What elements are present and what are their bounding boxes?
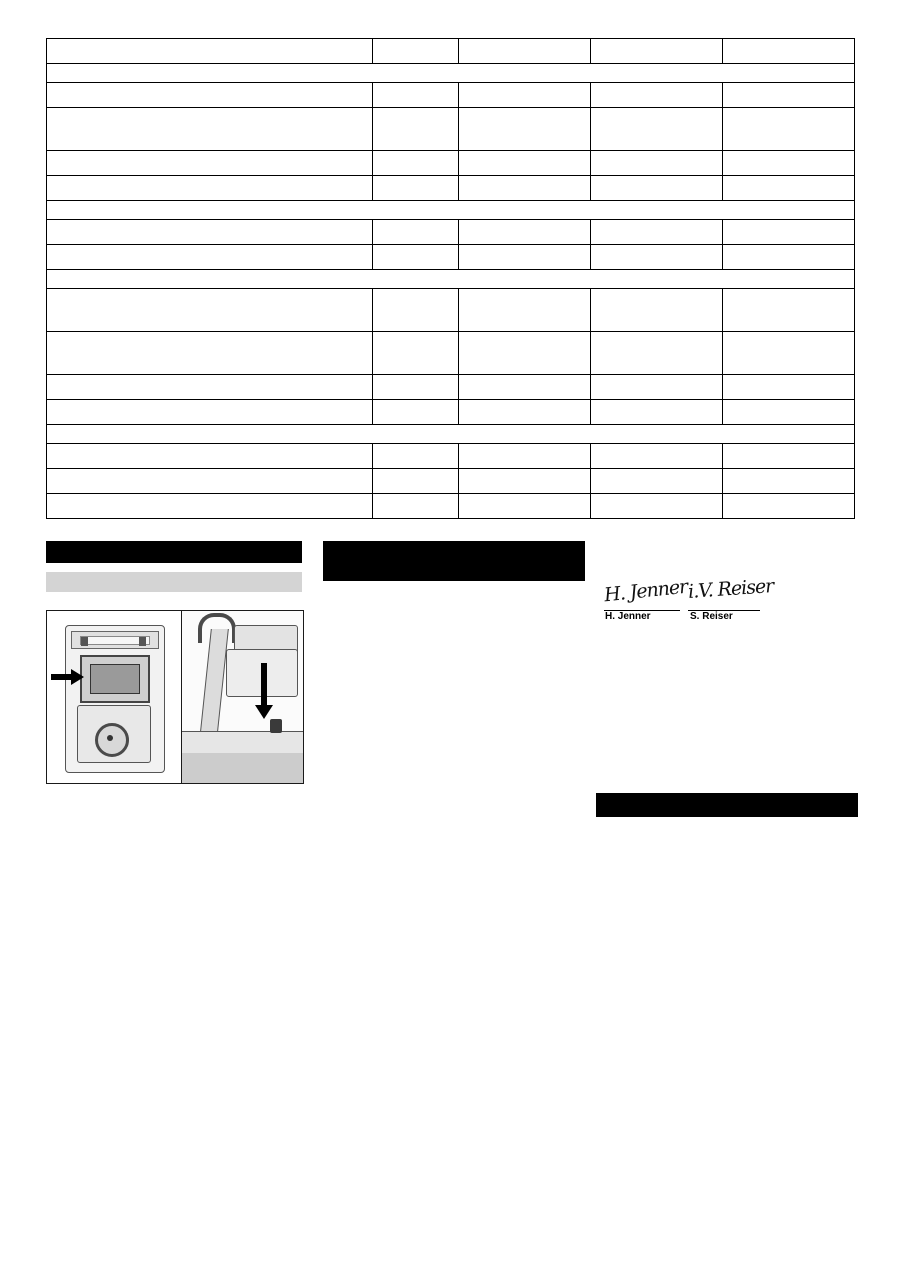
machine-control-panel bbox=[80, 655, 150, 703]
cell-unit bbox=[373, 444, 459, 469]
table-row bbox=[47, 289, 855, 332]
cell-value-1 bbox=[459, 176, 591, 201]
table-row bbox=[47, 469, 855, 494]
table-row bbox=[47, 108, 855, 151]
cell-value-2 bbox=[591, 375, 723, 400]
cell-value-3 bbox=[723, 151, 855, 176]
machine-clip-right bbox=[139, 637, 146, 646]
cell-value-1 bbox=[459, 444, 591, 469]
cell-value-1 bbox=[459, 332, 591, 375]
cell-name bbox=[47, 289, 373, 332]
table-row bbox=[47, 375, 855, 400]
cell-unit bbox=[373, 494, 459, 519]
cell-value-3 bbox=[723, 375, 855, 400]
cell-value-2 bbox=[591, 469, 723, 494]
specifications-table-body bbox=[47, 39, 855, 519]
cell-value-3 bbox=[723, 494, 855, 519]
cell-name bbox=[47, 108, 373, 151]
cell-unit bbox=[373, 108, 459, 151]
cell-value-2 bbox=[591, 39, 723, 64]
table-row bbox=[47, 83, 855, 108]
cell-value-3 bbox=[723, 176, 855, 201]
cell-unit bbox=[373, 39, 459, 64]
cell-value-1 bbox=[459, 108, 591, 151]
cell-section-title bbox=[47, 64, 855, 83]
cell-value-1 bbox=[459, 289, 591, 332]
left-subsection-heading-bar bbox=[46, 572, 302, 592]
machine-control-panel-display bbox=[90, 664, 140, 694]
cell-unit bbox=[373, 151, 459, 176]
cell-value-3 bbox=[723, 245, 855, 270]
signature-name-1: H. Jenner bbox=[605, 611, 651, 622]
table-row bbox=[47, 332, 855, 375]
table-row bbox=[47, 151, 855, 176]
left-section-heading-bar bbox=[46, 541, 302, 563]
cell-value-2 bbox=[591, 400, 723, 425]
cell-value-1 bbox=[459, 494, 591, 519]
cell-name bbox=[47, 494, 373, 519]
table-section-row bbox=[47, 64, 855, 83]
signature-mark-1: H. Jenner bbox=[603, 575, 689, 607]
cell-value-1 bbox=[459, 245, 591, 270]
machine-top-view bbox=[47, 611, 181, 783]
table-row bbox=[47, 220, 855, 245]
cell-value-1 bbox=[459, 151, 591, 176]
suction-hose bbox=[198, 613, 236, 643]
cell-unit bbox=[373, 289, 459, 332]
cell-value-3 bbox=[723, 220, 855, 245]
cell-unit bbox=[373, 245, 459, 270]
cell-section-title bbox=[47, 425, 855, 444]
cell-value-2 bbox=[591, 176, 723, 201]
table-row bbox=[47, 494, 855, 519]
table-section-row bbox=[47, 201, 855, 220]
cell-name bbox=[47, 176, 373, 201]
cell-unit bbox=[373, 375, 459, 400]
cell-name bbox=[47, 220, 373, 245]
cell-name bbox=[47, 332, 373, 375]
cell-value-1 bbox=[459, 469, 591, 494]
illustration-figure bbox=[46, 610, 304, 784]
machine-base-lower bbox=[182, 753, 304, 783]
cell-value-2 bbox=[591, 220, 723, 245]
signature-name-2: S. Reiser bbox=[690, 611, 733, 622]
cell-value-2 bbox=[591, 83, 723, 108]
cell-value-2 bbox=[591, 332, 723, 375]
release-lever bbox=[270, 719, 282, 733]
signature-mark-2: i.V. Reiser bbox=[687, 575, 774, 603]
seat-lever-view bbox=[181, 611, 304, 783]
machine-wheel bbox=[95, 723, 129, 757]
cell-name bbox=[47, 444, 373, 469]
cell-value-1 bbox=[459, 400, 591, 425]
cell-value-3 bbox=[723, 444, 855, 469]
cell-name bbox=[47, 151, 373, 176]
cell-value-2 bbox=[591, 151, 723, 176]
table-row bbox=[47, 400, 855, 425]
cell-unit bbox=[373, 469, 459, 494]
cell-value-3 bbox=[723, 108, 855, 151]
cell-value-1 bbox=[459, 83, 591, 108]
cell-name bbox=[47, 83, 373, 108]
cell-value-3 bbox=[723, 400, 855, 425]
cell-value-2 bbox=[591, 108, 723, 151]
machine-clip-left bbox=[81, 637, 88, 646]
cell-name bbox=[47, 39, 373, 64]
cell-value-1 bbox=[459, 375, 591, 400]
table-section-row bbox=[47, 270, 855, 289]
cell-name bbox=[47, 469, 373, 494]
middle-section-heading-bar bbox=[323, 541, 585, 581]
table-section-row bbox=[47, 425, 855, 444]
cell-unit bbox=[373, 176, 459, 201]
table-row bbox=[47, 39, 855, 64]
cell-unit bbox=[373, 83, 459, 108]
cell-value-3 bbox=[723, 332, 855, 375]
specifications-table bbox=[46, 38, 855, 519]
cell-value-2 bbox=[591, 494, 723, 519]
cell-section-title bbox=[47, 270, 855, 289]
table-row bbox=[47, 245, 855, 270]
cell-value-2 bbox=[591, 245, 723, 270]
cell-name bbox=[47, 375, 373, 400]
cell-name bbox=[47, 245, 373, 270]
cell-value-3 bbox=[723, 289, 855, 332]
cell-value-3 bbox=[723, 83, 855, 108]
right-section-heading-bar bbox=[596, 793, 858, 817]
cell-unit bbox=[373, 332, 459, 375]
cell-value-1 bbox=[459, 39, 591, 64]
cell-section-title bbox=[47, 201, 855, 220]
table-row bbox=[47, 176, 855, 201]
table-row bbox=[47, 444, 855, 469]
signature-block bbox=[596, 575, 858, 628]
cell-name bbox=[47, 400, 373, 425]
cell-value-2 bbox=[591, 289, 723, 332]
cell-value-2 bbox=[591, 444, 723, 469]
cell-value-1 bbox=[459, 220, 591, 245]
cell-value-3 bbox=[723, 39, 855, 64]
cell-unit bbox=[373, 220, 459, 245]
cell-unit bbox=[373, 400, 459, 425]
cell-value-3 bbox=[723, 469, 855, 494]
